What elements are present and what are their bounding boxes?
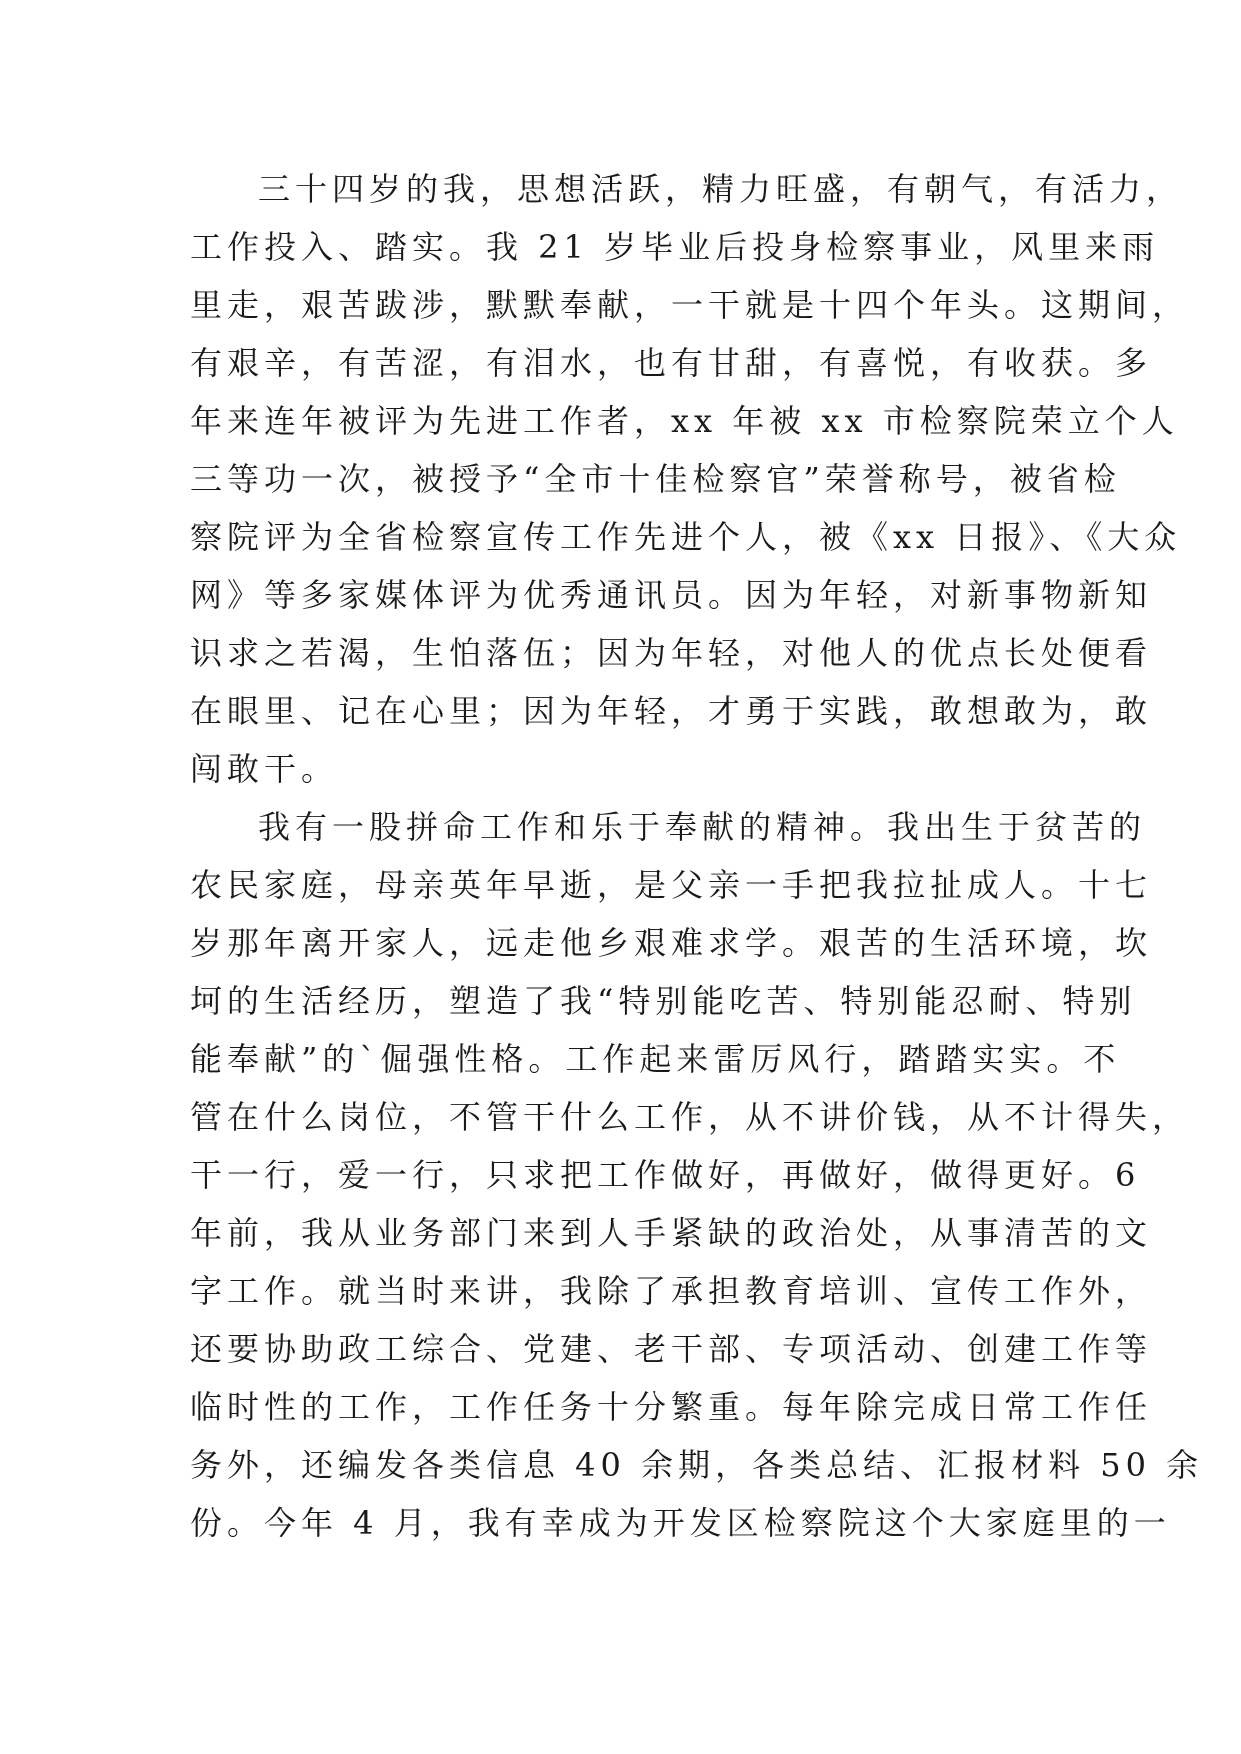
paragraph-1-line: 在眼里、记在心里；因为年轻，才勇于实践，敢想敢为，敢 — [190, 692, 1153, 730]
paragraph-1-line: 识求之若渴，生怕落伍；因为年轻，对他人的优点长处便看 — [190, 634, 1153, 672]
paragraph-2-line: 份。今年 4 月，我有幸成为开发区检察院这个大家庭里的一 — [190, 1504, 1171, 1542]
paragraph-2-line: 年前，我从业务部门来到人手紧缺的政治处，从事清苦的文 — [190, 1214, 1153, 1252]
paragraph-2-line: 干一行，爱一行，只求把工作做好，再做好，做得更好。6 — [190, 1156, 1141, 1194]
paragraph-2-line: 还要协助政工综合、党建、老干部、专项活动、创建工作等 — [190, 1330, 1153, 1368]
paragraph-2-line: 管在什么岗位，不管干什么工作，从不讲价钱，从不计得失， — [190, 1098, 1190, 1136]
paragraph-1-line: 里走，艰苦跋涉，默默奉献，一干就是十四个年头。这期间， — [190, 286, 1190, 324]
paragraph-2-line: 临时性的工作，工作任务十分繁重。每年除完成日常工作任 — [190, 1388, 1153, 1426]
paragraph-2-line: 能奉献”的`倔强性格。工作起来雷厉风行，踏踏实实。不 — [190, 1040, 1121, 1078]
paragraph-2-line: 农民家庭，母亲英年早逝，是父亲一手把我拉扯成人。十七 — [190, 866, 1153, 904]
paragraph-1-line: 三等功一次，被授予“全市十佳检察官”荣誉称号，被省检 — [190, 460, 1121, 498]
body-text — [190, 160, 1204, 1552]
paragraph-2-line: 字工作。就当时来讲，我除了承担教育培训、宣传工作外， — [190, 1272, 1153, 1310]
paragraph-1-line: 察院评为全省检察宣传工作先进个人，被《xx 日报》、《大众 — [190, 518, 1182, 556]
paragraph-1-line: 工作投入、踏实。我 21 岁毕业后投身检察事业，风里来雨 — [190, 228, 1160, 266]
paragraph-1-line: 三十四岁的我，思想活跃，精力旺盛，有朝气，有活力， — [258, 170, 1184, 208]
paragraph-1-line: 闯敢干。 — [190, 750, 339, 788]
paragraph-1-line: 年来连年被评为先进工作者，xx 年被 xx 市检察院荣立个人 — [190, 402, 1179, 440]
paragraph-2-line: 岁那年离开家人，远走他乡艰难求学。艰苦的生活环境，坎 — [190, 924, 1153, 962]
paragraph-1-line: 网》等多家媒体评为优秀通讯员。因为年轻，对新事物新知 — [190, 576, 1153, 614]
paragraph-2-line: 我有一股拼命工作和乐于奉献的精神。我出生于贫苦的 — [258, 808, 1147, 846]
paragraph-1-line: 有艰辛，有苦涩，有泪水，也有甘甜，有喜悦，有收获。多 — [190, 344, 1153, 382]
paragraph-2-line: 坷的生活经历，塑造了我“特别能吃苦、特别能忍耐、特别 — [190, 982, 1137, 1020]
paragraph-2-line: 务外，还编发各类信息 40 余期，各类总结、汇报材料 50 余 — [190, 1446, 1204, 1484]
